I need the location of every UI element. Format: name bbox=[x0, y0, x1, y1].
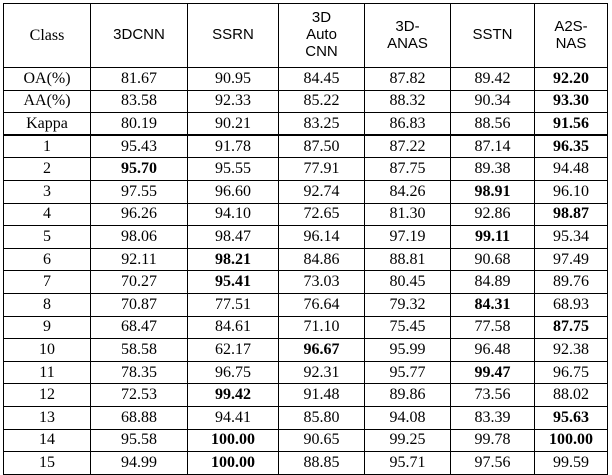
table-cell: 83.58 bbox=[91, 90, 188, 113]
table-cell: 88.32 bbox=[365, 90, 451, 113]
table-row bbox=[4, 339, 608, 362]
table-cell: 96.60 bbox=[188, 180, 279, 203]
row-label: 13 bbox=[4, 406, 91, 429]
results-table bbox=[3, 3, 608, 475]
table-cell: 94.10 bbox=[188, 203, 279, 226]
column-header-line: A2S- bbox=[554, 17, 588, 35]
table-cell: 86.83 bbox=[365, 113, 451, 136]
row-label: 2 bbox=[4, 158, 91, 181]
table-cell: 87.22 bbox=[365, 135, 451, 158]
table-cell: 97.55 bbox=[91, 180, 188, 203]
table-cell: 92.86 bbox=[451, 203, 535, 226]
table-cell: 68.93 bbox=[535, 293, 608, 316]
table-row bbox=[4, 113, 608, 136]
table-cell: 79.32 bbox=[365, 293, 451, 316]
table-cell: 87.50 bbox=[279, 135, 365, 158]
table-cell: 76.64 bbox=[279, 293, 365, 316]
row-label: 5 bbox=[4, 226, 91, 249]
table-cell: 90.21 bbox=[188, 113, 279, 136]
table-cell: 95.77 bbox=[365, 361, 451, 384]
column-header bbox=[365, 4, 451, 68]
table-cell: 96.48 bbox=[451, 339, 535, 362]
table-cell: 87.14 bbox=[451, 135, 535, 158]
table-cell: 95.34 bbox=[535, 226, 608, 249]
column-header bbox=[91, 4, 188, 68]
table-cell: 88.85 bbox=[279, 452, 365, 475]
table-cell: 72.65 bbox=[279, 203, 365, 226]
table-cell: 96.75 bbox=[535, 361, 608, 384]
row-label: OA(%) bbox=[4, 68, 91, 91]
table-cell: 84.45 bbox=[279, 68, 365, 91]
table-cell: 81.67 bbox=[91, 68, 188, 91]
column-header-line: Auto bbox=[306, 26, 337, 44]
table-row bbox=[4, 68, 608, 91]
table-cell: 94.08 bbox=[365, 406, 451, 429]
row-label: 9 bbox=[4, 316, 91, 339]
table-row bbox=[4, 316, 608, 339]
column-header-line: CNN bbox=[305, 42, 338, 60]
table-header bbox=[4, 4, 608, 68]
table-cell: 71.10 bbox=[279, 316, 365, 339]
table-cell: 70.27 bbox=[91, 271, 188, 294]
table-cell: 81.30 bbox=[365, 203, 451, 226]
table-cell: 92.31 bbox=[279, 361, 365, 384]
table-cell: 92.38 bbox=[535, 339, 608, 362]
row-label: 4 bbox=[4, 203, 91, 226]
column-header-line: ANAS bbox=[387, 34, 428, 52]
table-cell: 84.86 bbox=[279, 248, 365, 271]
table-cell: 99.11 bbox=[451, 226, 535, 249]
table-row bbox=[4, 429, 608, 452]
column-header-line: 3D- bbox=[395, 17, 420, 35]
table-row bbox=[4, 293, 608, 316]
row-label: 14 bbox=[4, 429, 91, 452]
table-cell: 96.14 bbox=[279, 226, 365, 249]
table-cell: 93.30 bbox=[535, 90, 608, 113]
table-cell: 95.41 bbox=[188, 271, 279, 294]
table-cell: 87.75 bbox=[365, 158, 451, 181]
table-row bbox=[4, 384, 608, 407]
table-cell: 94.41 bbox=[188, 406, 279, 429]
table-cell: 92.20 bbox=[535, 68, 608, 91]
column-header-line: SSTN bbox=[472, 26, 513, 44]
row-label: 8 bbox=[4, 293, 91, 316]
row-label: 1 bbox=[4, 135, 91, 158]
table-row bbox=[4, 180, 608, 203]
table-cell: 100.00 bbox=[188, 429, 279, 452]
table-cell: 77.51 bbox=[188, 293, 279, 316]
table-body bbox=[4, 68, 608, 475]
column-header bbox=[451, 4, 535, 68]
table-cell: 97.19 bbox=[365, 226, 451, 249]
table-cell: 99.78 bbox=[451, 429, 535, 452]
table-row bbox=[4, 135, 608, 158]
table-cell: 99.59 bbox=[535, 452, 608, 475]
table-cell: 78.35 bbox=[91, 361, 188, 384]
table-row bbox=[4, 248, 608, 271]
column-header bbox=[535, 4, 608, 68]
table-cell: 99.47 bbox=[451, 361, 535, 384]
column-header bbox=[4, 4, 91, 68]
table-cell: 91.56 bbox=[535, 113, 608, 136]
table-cell: 95.99 bbox=[365, 339, 451, 362]
table-cell: 83.39 bbox=[451, 406, 535, 429]
table-cell: 98.47 bbox=[188, 226, 279, 249]
table-cell: 95.63 bbox=[535, 406, 608, 429]
table-cell: 99.25 bbox=[365, 429, 451, 452]
table-cell: 88.02 bbox=[535, 384, 608, 407]
table-cell: 73.56 bbox=[451, 384, 535, 407]
table-cell: 97.49 bbox=[535, 248, 608, 271]
table-cell: 91.78 bbox=[188, 135, 279, 158]
row-label: 7 bbox=[4, 271, 91, 294]
table-cell: 85.22 bbox=[279, 90, 365, 113]
row-label: Kappa bbox=[4, 113, 91, 136]
row-label: 12 bbox=[4, 384, 91, 407]
table-row bbox=[4, 452, 608, 475]
table-cell: 80.19 bbox=[91, 113, 188, 136]
header-row bbox=[4, 4, 608, 68]
table-cell: 98.21 bbox=[188, 248, 279, 271]
table-cell: 84.89 bbox=[451, 271, 535, 294]
table-row bbox=[4, 226, 608, 249]
table-row bbox=[4, 271, 608, 294]
table-cell: 88.81 bbox=[365, 248, 451, 271]
column-header-line: 3D bbox=[311, 9, 332, 27]
table-cell: 90.34 bbox=[451, 90, 535, 113]
table-cell: 96.35 bbox=[535, 135, 608, 158]
table-cell: 96.10 bbox=[535, 180, 608, 203]
table-cell: 88.56 bbox=[451, 113, 535, 136]
table-cell: 89.76 bbox=[535, 271, 608, 294]
column-header-line: 3DCNN bbox=[113, 26, 165, 44]
table-cell: 92.74 bbox=[279, 180, 365, 203]
table-cell: 97.56 bbox=[451, 452, 535, 475]
table-cell: 94.48 bbox=[535, 158, 608, 181]
column-header bbox=[188, 4, 279, 68]
table-cell: 68.88 bbox=[91, 406, 188, 429]
table-cell: 96.26 bbox=[91, 203, 188, 226]
table-cell: 100.00 bbox=[535, 429, 608, 452]
table-cell: 83.25 bbox=[279, 113, 365, 136]
table-cell: 90.65 bbox=[279, 429, 365, 452]
row-label: AA(%) bbox=[4, 90, 91, 113]
row-label: 6 bbox=[4, 248, 91, 271]
table-cell: 95.58 bbox=[91, 429, 188, 452]
table-cell: 98.91 bbox=[451, 180, 535, 203]
column-header-line: NAS bbox=[555, 34, 587, 52]
table-cell: 92.11 bbox=[91, 248, 188, 271]
table-cell: 89.86 bbox=[365, 384, 451, 407]
table-cell: 92.33 bbox=[188, 90, 279, 113]
table-cell: 68.47 bbox=[91, 316, 188, 339]
table-cell: 90.68 bbox=[451, 248, 535, 271]
row-label: 10 bbox=[4, 339, 91, 362]
table-cell: 99.42 bbox=[188, 384, 279, 407]
column-header-line: SSRN bbox=[212, 26, 254, 44]
table-cell: 77.58 bbox=[451, 316, 535, 339]
table-cell: 100.00 bbox=[188, 452, 279, 475]
table-cell: 96.67 bbox=[279, 339, 365, 362]
table-cell: 96.75 bbox=[188, 361, 279, 384]
table-cell: 84.31 bbox=[451, 293, 535, 316]
table-cell: 98.87 bbox=[535, 203, 608, 226]
table-cell: 98.06 bbox=[91, 226, 188, 249]
table-cell: 70.87 bbox=[91, 293, 188, 316]
table-cell: 87.75 bbox=[535, 316, 608, 339]
table-cell: 89.38 bbox=[451, 158, 535, 181]
table-cell: 75.45 bbox=[365, 316, 451, 339]
table-cell: 89.42 bbox=[451, 68, 535, 91]
table-cell: 77.91 bbox=[279, 158, 365, 181]
table-cell: 91.48 bbox=[279, 384, 365, 407]
row-label: 15 bbox=[4, 452, 91, 475]
table-row bbox=[4, 203, 608, 226]
table-cell: 95.71 bbox=[365, 452, 451, 475]
table-cell: 58.58 bbox=[91, 339, 188, 362]
table-cell: 90.95 bbox=[188, 68, 279, 91]
row-label: 3 bbox=[4, 180, 91, 203]
table-cell: 84.61 bbox=[188, 316, 279, 339]
table-row bbox=[4, 158, 608, 181]
table-row bbox=[4, 90, 608, 113]
column-header-line: Class bbox=[29, 26, 65, 44]
table-cell: 73.03 bbox=[279, 271, 365, 294]
table-cell: 94.99 bbox=[91, 452, 188, 475]
row-label: 11 bbox=[4, 361, 91, 384]
table-cell: 87.82 bbox=[365, 68, 451, 91]
table-row bbox=[4, 406, 608, 429]
table-cell: 85.80 bbox=[279, 406, 365, 429]
table-cell: 84.26 bbox=[365, 180, 451, 203]
table-cell: 95.55 bbox=[188, 158, 279, 181]
table-cell: 80.45 bbox=[365, 271, 451, 294]
table-cell: 95.70 bbox=[91, 158, 188, 181]
table-row bbox=[4, 361, 608, 384]
table-cell: 72.53 bbox=[91, 384, 188, 407]
table-cell: 62.17 bbox=[188, 339, 279, 362]
column-header bbox=[279, 4, 365, 68]
table-cell: 95.43 bbox=[91, 135, 188, 158]
